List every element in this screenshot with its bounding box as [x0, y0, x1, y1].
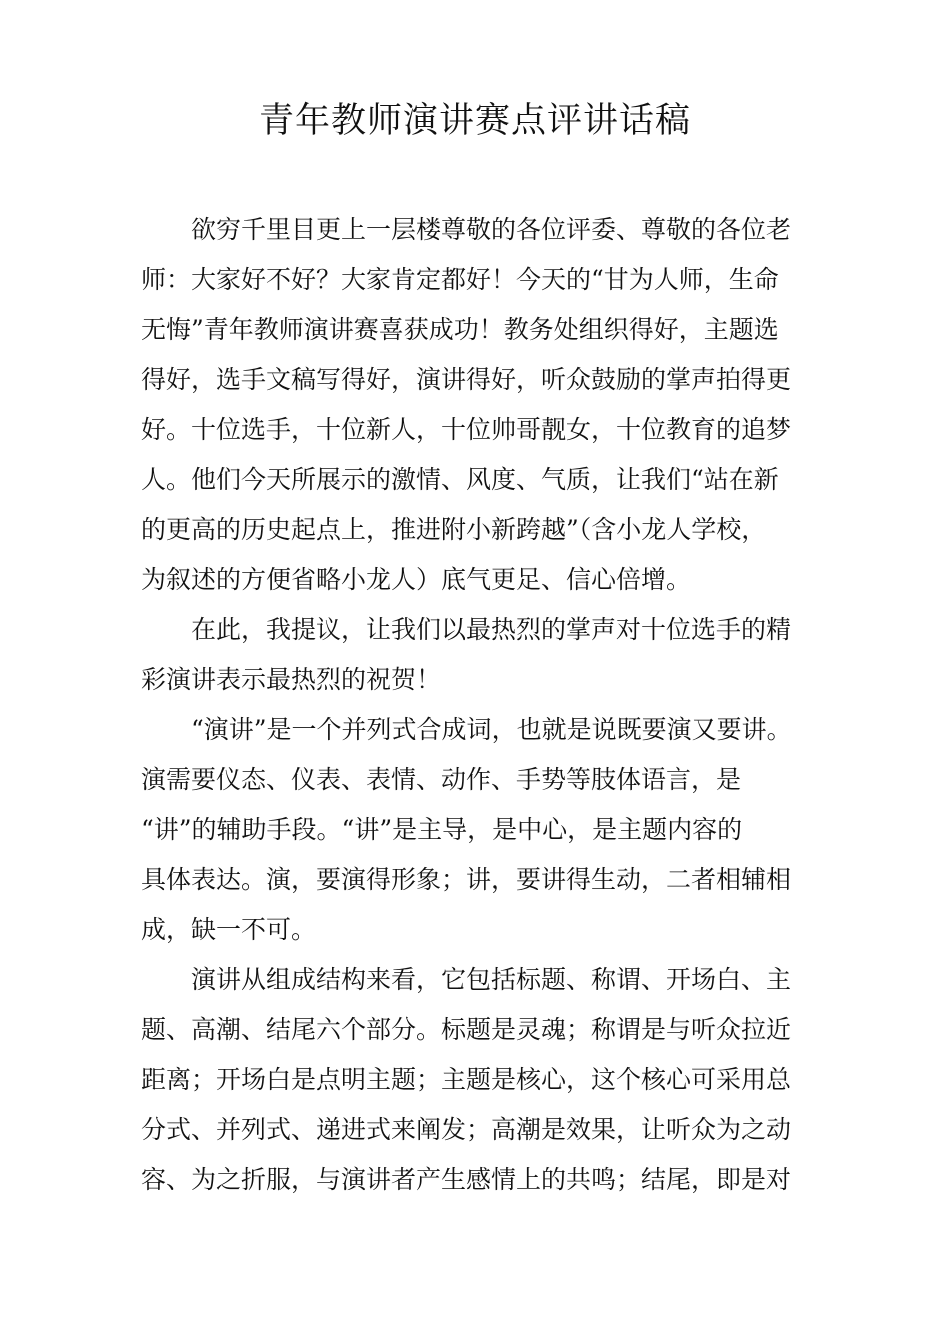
body-line: 的更高的历史起点上，推进附小新跨越”（含小龙人学校，: [141, 515, 767, 544]
body-line: “讲”的辅助手段。“讲”是主导，是中心，是主题内容的: [141, 815, 743, 844]
body-line: 成，缺一不可。: [141, 915, 317, 944]
body-line: 在此，我提议，让我们以最热烈的掌声对十位选手的精: [191, 615, 792, 644]
body-line: “演讲”是一个并列式合成词，也就是说既要演又要讲。: [191, 715, 792, 744]
body-line: 演讲从组成结构来看，它包括标题、称谓、开场白、主: [191, 965, 792, 994]
body-line: 演需要仪态、仪表、表情、动作、手势等肢体语言，是: [141, 765, 742, 794]
body-line: 分式、并列式、递进式来阐发；高潮是效果，让听众为之动: [141, 1115, 792, 1144]
body-line: 彩演讲表示最热烈的祝贺！: [141, 665, 442, 694]
body-line: 师：大家好不好？大家肯定都好！今天的“甘为人师，生命: [141, 265, 779, 294]
body-line: 距离；开场白是点明主题；主题是核心，这个核心可采用总: [141, 1065, 792, 1094]
body-line: 好。十位选手，十位新人，十位帅哥靓女，十位教育的追梦: [141, 415, 792, 444]
body-line: 题、高潮、结尾六个部分。标题是灵魂；称谓是与听众拉近: [141, 1015, 792, 1044]
body-line: 欲穷千里目更上一层楼尊敬的各位评委、尊敬的各位老: [191, 215, 792, 244]
document-title: 青年教师演讲赛点评讲话稿: [258, 101, 691, 141]
body-line: 得好，选手文稿写得好，演讲得好，听众鼓励的掌声拍得更: [141, 365, 792, 394]
body-line: 容、为之折服，与演讲者产生感情上的共鸣；结尾，即是对: [141, 1165, 792, 1194]
body-line: 为叙述的方便省略小龙人）底气更足、信心倍增。: [141, 565, 692, 594]
body-line: 人。他们今天所展示的激情、风度、气质，让我们“站在新: [141, 465, 779, 494]
body-line: 无悔”青年教师演讲赛喜获成功！教务处组织得好，主题选: [141, 315, 779, 344]
body-line: 具体表达。演，要演得形象；讲，要讲得生动，二者相辅相: [141, 865, 792, 894]
document-body: [141, 205, 813, 1205]
